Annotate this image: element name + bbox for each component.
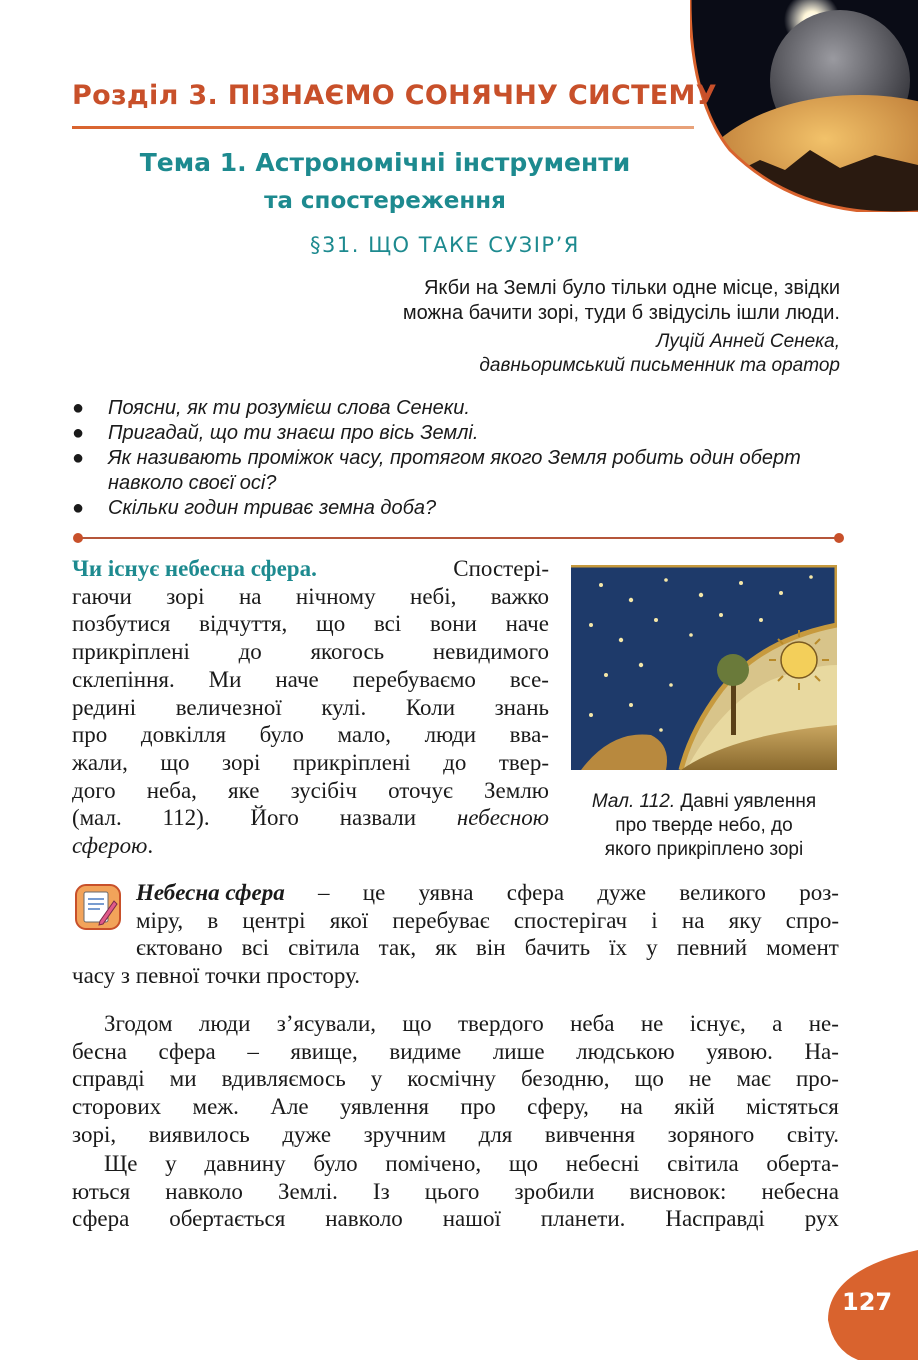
word: зорі,: [72, 1121, 117, 1147]
word: неба,: [146, 777, 197, 803]
word: зусібіч: [290, 777, 357, 803]
word: Землю: [484, 777, 549, 803]
word: Ще: [104, 1151, 138, 1176]
word: Але: [270, 1094, 309, 1120]
word: існує,: [689, 1011, 746, 1036]
word: що: [508, 1151, 539, 1176]
word: давнину: [204, 1151, 286, 1176]
text-line: Чи існує небесна сфера. Спостері-: [72, 556, 549, 581]
word: цього: [424, 1178, 480, 1204]
word: невидимого: [432, 639, 549, 665]
word: всі: [241, 935, 269, 961]
bullet-dot-icon: ●: [72, 397, 85, 419]
word: редині: [72, 694, 137, 720]
word: ми: [169, 1066, 197, 1092]
bullet-dot-icon: ●: [72, 447, 85, 469]
word: певний: [676, 935, 748, 961]
word: нічному: [295, 583, 376, 609]
word: великого: [679, 880, 766, 905]
questions-divider: [72, 532, 845, 544]
word: небесною: [456, 805, 549, 831]
text-line: [72, 694, 549, 722]
word: для: [478, 1121, 513, 1147]
paragraph-sphere-rotation: [72, 1150, 839, 1233]
word: величезної: [175, 694, 282, 720]
word: було: [313, 1151, 358, 1176]
word: прикріплені: [292, 749, 411, 775]
word: перебуває: [392, 907, 490, 933]
word: меж.: [192, 1094, 239, 1120]
word: уявлення: [340, 1094, 429, 1120]
topic-title-line1: Тема 1. Астрономічні інструменти: [139, 148, 631, 177]
word: Насправді: [665, 1206, 765, 1232]
word: що: [634, 1066, 664, 1092]
word: навколо: [325, 1206, 403, 1232]
chapter-title: Розділ 3. ПІЗНАЄМО СОНЯЧНУ СИСТЕМУ: [72, 80, 717, 111]
word: безодню,: [520, 1066, 610, 1092]
word: сфера: [72, 1206, 130, 1232]
text-line: [136, 907, 839, 935]
word: так,: [378, 935, 417, 961]
word: зробили: [514, 1178, 595, 1204]
word: явище,: [290, 1038, 358, 1064]
word: має: [736, 1066, 771, 1092]
word: центрі: [242, 907, 306, 933]
word: оберта-: [766, 1151, 839, 1176]
bullet-dot-icon: ●: [72, 497, 85, 519]
text-line: [72, 777, 549, 805]
word: яку: [728, 907, 762, 933]
word: зорі: [222, 749, 261, 775]
text-line: [72, 1010, 839, 1038]
word: яке: [228, 777, 260, 803]
word: не-: [808, 1011, 839, 1036]
word: роз-: [799, 880, 839, 905]
text-line: [72, 1150, 839, 1178]
word: якогось: [310, 639, 385, 665]
word: бачить: [524, 935, 591, 961]
word: дуже: [597, 880, 647, 905]
word: рух: [804, 1206, 839, 1232]
word: відчуття,: [199, 611, 288, 637]
word: неба: [570, 1011, 615, 1036]
word: людською: [576, 1038, 675, 1064]
word: знань: [494, 694, 549, 720]
word: важко: [490, 583, 549, 609]
word: якій: [674, 1094, 715, 1120]
word: спро-: [785, 907, 839, 933]
word: наче: [505, 611, 549, 637]
page-number: 127: [842, 1288, 893, 1316]
word: їх: [609, 935, 628, 961]
text-line: часу з певної точки простору.: [72, 963, 361, 989]
paragraph-imaginary-sphere: [72, 1010, 839, 1149]
word: жали,: [72, 749, 128, 775]
question-item: ● Як називають проміжок часу, протягом якого Земля робить один оберт навколо своєї осі?: [72, 447, 801, 494]
word: планети.: [540, 1206, 626, 1232]
text-line: [72, 1178, 839, 1206]
word: світила: [667, 1151, 739, 1176]
word: сфера: [506, 880, 565, 905]
word: –: [247, 1038, 259, 1064]
word: космічну: [407, 1066, 496, 1092]
word: люди: [424, 722, 477, 748]
word: справді: [72, 1066, 145, 1092]
word: позбутися: [72, 611, 171, 637]
word: що: [402, 1011, 432, 1036]
word: вони: [430, 611, 477, 637]
word: лише: [492, 1038, 545, 1064]
text-line: [72, 804, 549, 832]
word: все-: [509, 666, 549, 692]
word: висновок:: [629, 1178, 727, 1204]
word: в: [207, 907, 219, 933]
text-line: [72, 1038, 839, 1066]
word: світу.: [786, 1121, 839, 1147]
epigraph-line: Якби на Землі було тільки одне місце, звідки: [423, 277, 840, 299]
word: як: [435, 935, 457, 961]
word: –: [318, 880, 330, 905]
text-line: [72, 749, 549, 777]
text-line: [72, 1065, 839, 1093]
word: гаючи: [72, 583, 132, 609]
word: вдивляємось: [221, 1066, 346, 1092]
question-item: ● Скільки годин триває земна доба?: [72, 497, 437, 519]
word: перебуваємо: [352, 666, 476, 692]
word: у: [165, 1151, 177, 1176]
word: про-: [795, 1066, 839, 1092]
word: зоряного: [667, 1121, 755, 1147]
word: твер-: [498, 749, 549, 775]
bullet-dot-icon: ●: [72, 422, 85, 444]
word: це: [362, 880, 386, 905]
chapter-divider: [72, 126, 694, 129]
word: міру,: [136, 907, 184, 933]
word: не: [640, 1011, 664, 1036]
epigraph-author: Луцій Анней Сенека,: [656, 331, 840, 352]
word: видиме: [389, 1038, 462, 1064]
word: про: [72, 722, 108, 748]
word: дуже: [282, 1121, 332, 1147]
epigraph-author-description: давньоримський письменник та оратор: [479, 355, 840, 376]
definition-term: Небесна сфера: [136, 880, 285, 905]
word: і: [651, 907, 658, 933]
question-list: [72, 396, 840, 521]
word: Його: [250, 805, 299, 831]
word: вва-: [509, 722, 549, 748]
word: помічено,: [385, 1151, 482, 1176]
text-line: [136, 934, 839, 962]
word: що: [160, 749, 190, 775]
text-line: [72, 610, 549, 638]
word: навколо: [165, 1178, 243, 1204]
word: що: [316, 611, 346, 637]
word: (мал.: [72, 805, 122, 831]
word: було: [259, 722, 304, 748]
word: небесна: [761, 1178, 839, 1204]
word: сферу,: [527, 1094, 589, 1120]
word: у: [370, 1066, 383, 1092]
word: люди: [198, 1011, 251, 1036]
word: світила: [288, 935, 360, 961]
word: він: [476, 935, 506, 961]
word: зручним: [363, 1121, 447, 1147]
word: на: [238, 583, 262, 609]
word: Ми: [208, 666, 242, 692]
definition-celestial-sphere: [72, 879, 839, 990]
caption-line: якого прикріплено зорі: [604, 839, 804, 860]
word: сфера: [158, 1038, 216, 1064]
caption-line: Мал. 112. Давні уявлення: [591, 791, 817, 812]
text-line: [72, 638, 549, 666]
word: сторових: [72, 1094, 162, 1120]
word: до: [443, 749, 467, 775]
word: оточує: [388, 777, 453, 803]
text-line: сферою .: [72, 833, 154, 859]
text-line: [72, 583, 549, 611]
caption-line: про тверде небо, до: [615, 815, 793, 836]
word: кулі.: [321, 694, 367, 720]
word: обертається: [169, 1206, 286, 1232]
word: з’ясували,: [276, 1011, 377, 1036]
text-line: [72, 1121, 839, 1149]
word: Згодом: [104, 1011, 173, 1036]
word: момент: [766, 935, 839, 961]
word: виявилось: [148, 1121, 250, 1147]
word: спостерігач: [513, 907, 628, 933]
word: 112).: [162, 805, 210, 831]
word: наче: [275, 666, 319, 692]
word: уявою.: [706, 1038, 773, 1064]
word: дого: [72, 777, 116, 803]
word: вивчення: [544, 1121, 636, 1147]
word: на: [620, 1094, 643, 1120]
question-item: ● Поясни, як ти розумієш слова Сенеки.: [72, 397, 470, 419]
text-line: [136, 879, 839, 907]
word: Землі.: [277, 1178, 338, 1204]
word: до: [238, 639, 262, 665]
word: про: [460, 1094, 496, 1120]
topic-title-line2: та спостереження: [264, 188, 506, 214]
word: прикріплені: [72, 639, 190, 665]
section-title: §31. ЩО ТАКЕ СУЗІР’Я: [310, 233, 580, 257]
text-line: [72, 1093, 839, 1121]
text-line: [72, 1205, 839, 1233]
word: небесні: [565, 1151, 640, 1176]
word: не: [688, 1066, 712, 1092]
word: небі,: [410, 583, 457, 609]
figure-caption: [560, 790, 848, 862]
epigraph-line: можна бачити зорі, туди б звідусіль ішли люди.: [402, 302, 840, 324]
text-line: [72, 721, 549, 749]
word: Із: [372, 1178, 390, 1204]
word: Коли: [405, 694, 456, 720]
word: містяться: [746, 1094, 839, 1120]
word: мало,: [337, 722, 392, 748]
word: На-: [804, 1038, 839, 1064]
word: якої: [329, 907, 369, 933]
word: бесна: [72, 1038, 127, 1064]
word: ються: [72, 1178, 131, 1204]
word: у: [646, 935, 658, 961]
word: назвали: [339, 805, 417, 831]
word: всі: [373, 611, 402, 637]
word: твердого: [457, 1011, 544, 1036]
word: зорі: [166, 583, 205, 609]
text-line: [72, 666, 549, 694]
word: а: [772, 1011, 783, 1036]
paragraph-celestial-sphere: [72, 555, 549, 860]
word: єктовано: [136, 935, 223, 961]
word: нашої: [442, 1206, 501, 1232]
question-item: ● Пригадай, що ти знаєш про вісь Землі.: [72, 422, 479, 444]
figure-flammarion-engraving: [571, 565, 837, 770]
note-pencil-icon: [74, 883, 122, 931]
word: уявна: [418, 880, 474, 905]
planet-illustration: [690, 0, 918, 212]
word: на: [681, 907, 705, 933]
word: склепіння.: [72, 666, 175, 692]
word: довкілля: [140, 722, 227, 748]
